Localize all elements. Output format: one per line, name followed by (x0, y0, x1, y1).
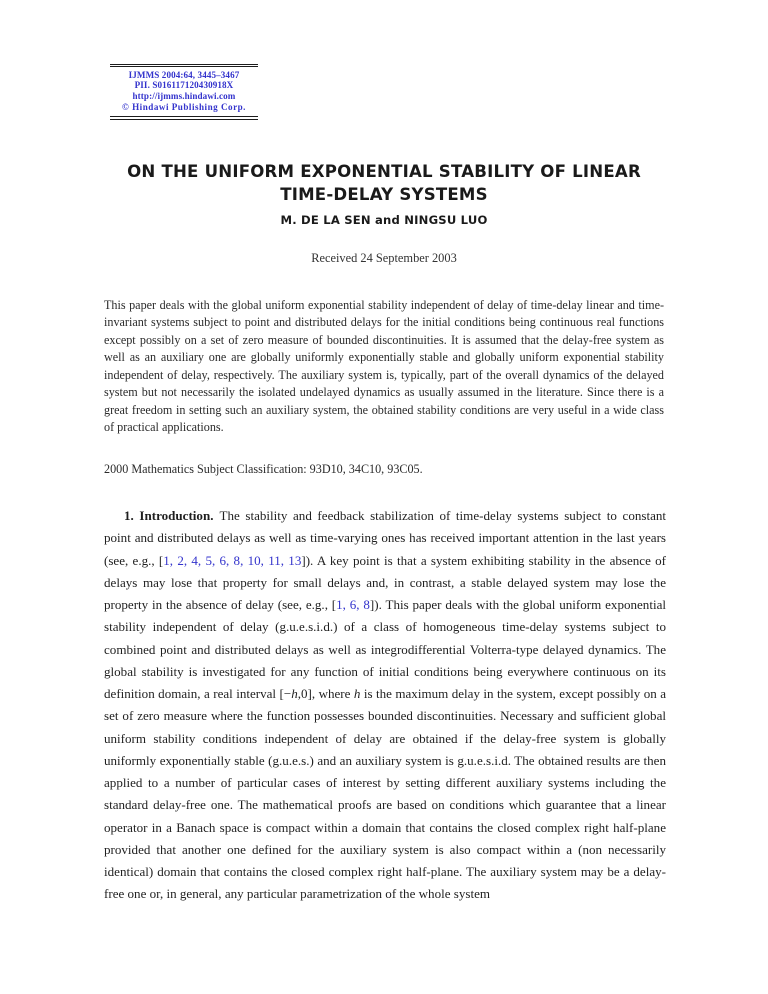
intro-text-part-4: ], where (307, 686, 354, 701)
stamp-bottom-rule (110, 116, 258, 119)
intro-text-part-1: The stability and feedback stabilization of time-delay systems subject to constant point and distributed delays as well as time-varying ones has received important attention in the last years (see, e.g., [ (104, 508, 667, 568)
intro-text-part-5: is the maximum delay in the system, except possibly on a set of zero measure where the function possesses bounded discontinuities. Necessary and sufficient global uniform stability conditions independent of delay are obtained if the delay-free system is globally uniformly exponentially stable (g.u.e.s.) and an auxiliary system is g.u.e.s.i.d. The obtained results are then applied to a number of particular cases of interest by setting different auxiliary systems including the standard delay-free one. The mathematical proofs are based on conditions which guarantee that a linear operator in a Banach space is compact within a domain that contains the closed complex right half-plane provided that another one defined for the auxiliary system is also compact within a (non necessarily identical) domain that contains the closed complex right half-plane. The auxiliary system may be a delay-free one or, in general, any particular parametrization of the whole system (104, 686, 666, 902)
introduction-section (104, 505, 666, 906)
title-line-1: ON THE UNIFORM EXPONENTIAL STABILITY OF LINEAR (127, 162, 641, 181)
intro-text-part-3: ]). This paper deals with the global uniform exponential stability independent of delay (g.u.e.s.i.d.) of a class of homogeneous time-delay systems subject to combined point and distributed delays as well as integrodifferential Volterra-type delayed dynamics. The global stability is investigated for any function of initial conditions being everywhere continuous on its definition domain, a real interval [ (104, 597, 666, 701)
page-title (100, 160, 668, 206)
authors-line: M. DE LA SEN and NINGSU LUO (280, 213, 488, 227)
section-number: 1. (124, 508, 134, 523)
intro-text-part-2: ]). A key point is that a system exhibiting stability in the absence of delays may lose that property for small delays and, in contrast, a stable delayed system may lose the property in the absence of delay (see, e.g., [ (104, 552, 667, 612)
citation-group-1[interactable]: 1, 2, 4, 5, 6, 8, 10, 11, 13 (163, 552, 302, 568)
citation-group-2[interactable]: 1, 6, 8 (336, 597, 370, 612)
section-heading: Introduction. (139, 508, 214, 523)
journal-stamp-block (110, 64, 258, 120)
stamp-lines (110, 67, 258, 114)
abstract-paragraph: This paper deals with the global uniform exponential stability independent of delay of time-delay linear and time-invariant systems subject to point and distributed delays for the initial conditions being continuous real functions except possibly on a set of zero measure of bounded discontinuities. It is assumed that the delay-free system as well as an auxiliary one are globally uniformly exponentially stable and globally uniform exponential stability independent of delay, respectively. The auxiliary system is, typically, part of the overall dynamics of the delayed system but not necessarily the isolated undelayed dynamics as usually assumed in the literature. Since there is a great freedom in setting such an auxiliary system, the obtained stability conditions are very useful in a wide class of practical applications. (104, 298, 664, 435)
received-date: Received 24 September 2003 (311, 251, 457, 265)
title-line-2: TIME-DELAY SYSTEMS (280, 185, 488, 204)
journal-copyright-line: © Hindawi Publishing Corp. (122, 101, 246, 112)
h-variable: h (353, 686, 361, 701)
journal-issue-line: IJMMS 2004:64, 3445–3467 (128, 69, 240, 80)
delay-interval-math: −h,0 (283, 686, 308, 701)
journal-url-link[interactable]: http://ijmms.hindawi.com (132, 91, 236, 102)
journal-pii-line: PII. S016117120430918X (134, 80, 234, 91)
subject-classification: 2000 Mathematics Subject Classification: 93D10, 34C10, 93C05. (104, 462, 423, 476)
